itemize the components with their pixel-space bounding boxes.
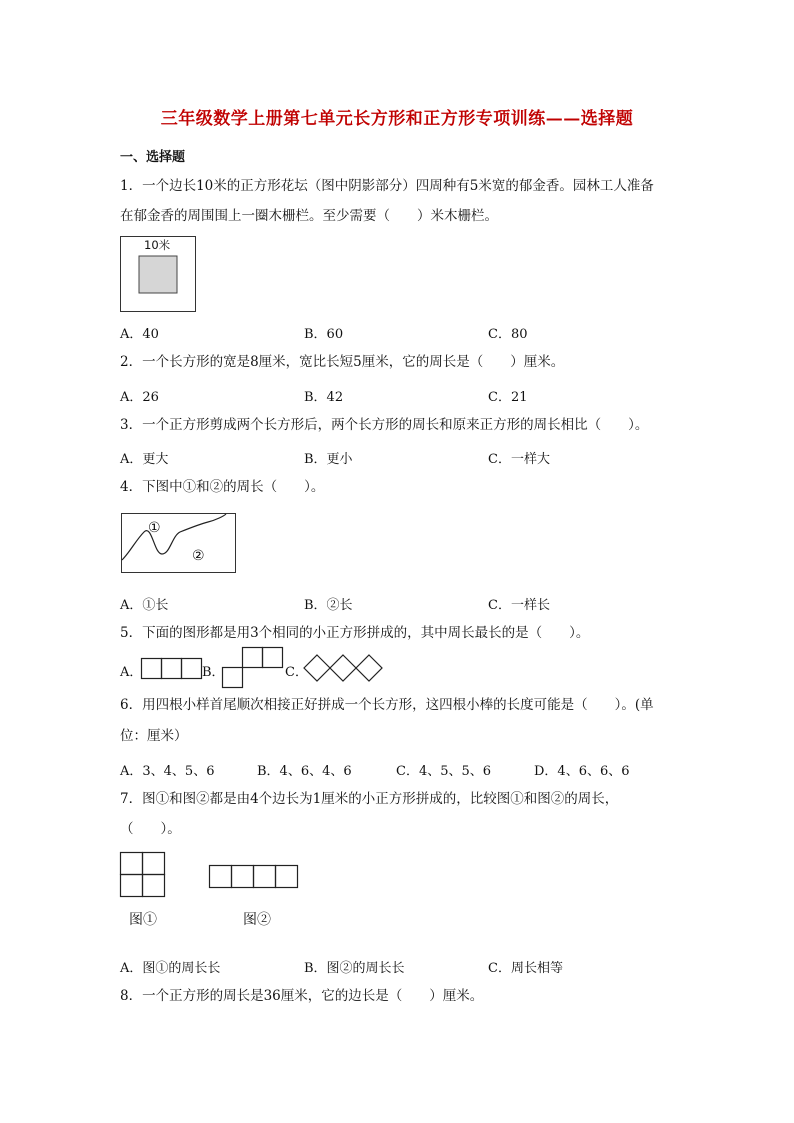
q7-option-a: A．图①的周长长 [120,961,221,976]
q4-stem: 4．下图中①和②的周长（ ）。 [120,479,325,495]
q7-stem-line-2: （ ）。 [120,821,181,837]
q4-option-c: C．一样长 [488,598,550,613]
q5-stem: 5．下面的图形都是用3个相同的小正方形拼成的，其中周长最长的是（ ）。 [120,625,590,641]
q1-flowerbed-figure [120,236,200,314]
q5-option-a-figure [141,658,205,680]
q7-figure-2 [209,865,301,889]
q3-option-b: B．更小 [304,452,353,467]
q7-option-c: C．周长相等 [488,961,563,976]
q1-figure-label: 10米 [144,238,171,252]
q4-region-1-label: ① [148,520,161,536]
q3-stem: 3．一个正方形剪成两个长方形后，两个长方形的周长和原来正方形的周长相比（ ）。 [120,417,649,433]
q1-option-a: A．40 [120,327,159,342]
q6-stem-line-2: 位：厘米） [120,728,188,744]
q5-option-a-letter: A． [120,665,143,680]
q1-option-c: C．80 [488,327,528,342]
q3-option-a: A．更大 [120,452,169,467]
q3-option-c: C．一样大 [488,452,550,467]
q1-stem-line-2: 在郁金香的周围围上一圈木栅栏。至少需要（ ）米木栅栏。 [120,208,498,224]
q5-option-c-letter: C． [285,665,308,680]
q4-option-a: A．①长 [120,598,169,613]
q5-option-c-figure [304,654,386,682]
q6-option-a: A．3、4、5、6 [120,764,215,779]
q2-option-c: C．21 [488,390,528,405]
q1-stem-line-1: 1．一个边长10米的正方形花坛（图中阴影部分）四周种有5米宽的郁金香。园林工人准备 [120,178,654,194]
q8-stem: 8．一个正方形的周长是36厘米，它的边长是（ ）厘米。 [120,988,484,1004]
q4-region-2-label: ② [192,548,205,564]
q1-shaded-square [139,256,177,293]
q1-option-b: B．60 [304,327,344,342]
q7-option-b: B．图②的周长长 [304,961,405,976]
q6-stem-line-1: 6．用四根小样首尾顺次相接正好拼成一个长方形，这四根小棒的长度可能是（ ）。(单 [120,697,654,713]
q6-option-c: C．4、5、5、6 [396,764,492,779]
q4-rectangle [122,514,236,573]
q7-figure-1 [120,852,168,898]
q2-option-b: B．42 [304,390,344,405]
q2-option-a: A．26 [120,390,159,405]
q7-stem-line-1: 7．图①和图②都是由4个边长为1厘米的小正方形拼成的，比较图①和图②的周长， [120,791,619,807]
q5-option-b-letter: B． [202,665,225,680]
q4-curve-figure [120,512,238,574]
q2-stem: 2．一个长方形的宽是8厘米，宽比长短5厘米，它的周长是（ ）厘米。 [120,354,565,370]
q4-option-b: B．②长 [304,598,353,613]
q7-figure-1-label: 图① [129,912,157,928]
q6-option-d: D．4、6、6、6 [534,764,630,779]
section-heading: 一、选择题 [120,150,186,165]
q7-figure-2-label: 图② [243,912,271,928]
page-title: 三年级数学上册第七单元长方形和正方形专项训练——选择题 [160,109,634,129]
q6-option-b: B．4、6、4、6 [257,764,352,779]
q5-option-b-figure [222,647,286,689]
